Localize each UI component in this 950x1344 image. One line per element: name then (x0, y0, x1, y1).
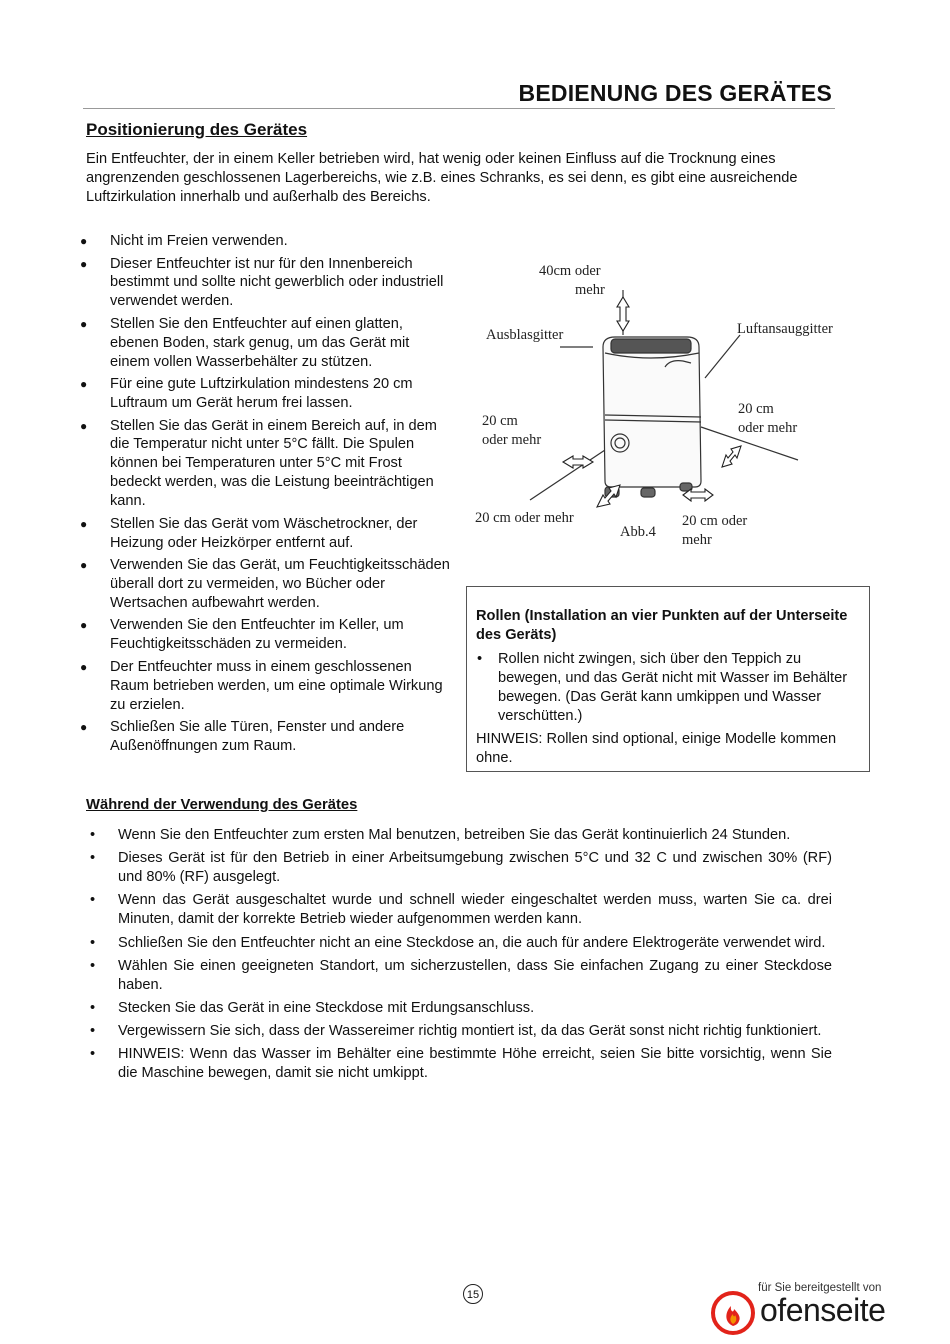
floor-line-left (530, 450, 605, 500)
label-bottom-left: 20 cm oder mehr (475, 510, 574, 526)
list-item: ● Verwenden Sie den Entfeuchter im Keller, um Feuchtigkeitsschäden zu vermeiden. (80, 616, 450, 654)
wheels-note: HINWEIS: Rollen sind optional, einige Modelle kommen ohne. (476, 731, 837, 766)
list-item: ● Dieser Entfeuchter ist nur für den Innenbereich bestimmt und sollte nicht gewerblich oder industriell verwendet werden. (80, 255, 450, 312)
dehumidifier-body (603, 337, 701, 487)
list-item: • Wenn das Gerät ausgeschaltet wurde und schnell wieder eingeschaltet werden muss, warten Sie ca. drei Minuten, damit der korrekte Betrieb wieder aufgenommen werden kann. (86, 891, 832, 929)
label-top-1: 40cm oder (539, 263, 601, 279)
usage-list (86, 826, 832, 1088)
list-item: • HINWEIS: Wenn das Wasser im Behälter eine bestimmte Höhe erreicht, seien Sie bitte vorsichtig, wenn Sie die Maschine bewegen, damit sie nicht umkippt. (86, 1045, 832, 1083)
arrow-left-right-icon (563, 456, 593, 468)
list-item: ● Verwenden Sie das Gerät, um Feuchtigkeitsschäden überall dort zu vermeiden, wo Bücher oder Wertsachen aufbewahrt werden. (80, 556, 450, 613)
label-right-2: oder mehr (738, 420, 798, 436)
list-item: ● Nicht im Freien verwenden. (80, 232, 450, 251)
list-item: ● Stellen Sie das Gerät in einem Bereich auf, in dem die Temperatur nicht unter 5°C fällt. Die Spulen können bei Temperaturen unter 5°C mit Frost bedeckt werden, was die Leistung beeinträchtigen kann. (80, 417, 450, 512)
list-item: ● Schließen Sie alle Türen, Fenster und andere Außenöffnungen zum Raum. (80, 718, 450, 756)
list-item: • Wenn Sie den Entfeuchter zum ersten Mal benutzen, betreiben Sie das Gerät kontinuierlich 24 Stunden. (86, 826, 832, 845)
label-inlet: Luftansauggitter (737, 321, 833, 337)
label-left-2: oder mehr (482, 432, 542, 448)
brand-logo-text: ofenseite (760, 1292, 886, 1328)
wheel-front-right (641, 488, 655, 497)
list-item: ● Stellen Sie den Entfeuchter auf einen glatten, ebenen Boden, stark genug, um das Gerät mit einem vollen Wasserbehälter zu stützen. (80, 315, 450, 372)
page-header-title: BEDIENUNG DES GERÄTES (518, 80, 832, 106)
label-top-2: mehr (575, 282, 605, 298)
wheels-title: Rollen (Installation an vier Punkten auf der Unterseite des Geräts) (476, 608, 848, 643)
list-item: ● Stellen Sie das Gerät vom Wäschetrockner, der Heizung oder Heizkörper entfernt auf. (80, 515, 450, 553)
figure-caption: Abb.4 (620, 524, 656, 540)
wheels-list (476, 650, 861, 726)
label-bottom-right-1: 20 cm oder (682, 513, 748, 529)
list-item: • Schließen Sie den Entfeuchter nicht an eine Steckdose an, die auch für andere Elektrogeräte verwendet wird. (86, 934, 832, 953)
label-outlet: Ausblasgitter (486, 327, 564, 343)
list-item: • Rollen nicht zwingen, sich über den Teppich zu bewegen, und das Gerät nicht mit Wasser im Behälter bewegen. (Das Gerät kann umkippen und Wasser verschütten.) (476, 650, 861, 726)
header-divider (83, 108, 835, 109)
leader-inlet (705, 335, 740, 378)
section-title-usage: Während der Verwendung des Gerätes (86, 797, 358, 813)
intro-paragraph: Ein Entfeuchter, der in einem Keller betrieben wird, hat wenig oder keinen Einfluss auf die Trocknung eines angrenzenden geschlossenen Lagerbereichs, wie z.B. eines Schranks, es sei denn, es gibt eine ausreichende Luftzirkulation innerhalb und außerhalb des Bereichs. (86, 151, 798, 205)
section-title-positioning: Positionierung des Gerätes (86, 120, 308, 139)
list-item: • Dieses Gerät ist für den Betrieb in einer Arbeitsumgebung zwischen 5°C und 32 C und zwischen 30% (RF) und 80% (RF) ausgelegt. (86, 849, 832, 887)
label-right-1: 20 cm (738, 401, 774, 417)
page-number: 15 (463, 1284, 483, 1304)
control-panel (611, 339, 691, 353)
list-item: ● Für eine gute Luftzirkulation mindestens 20 cm Luftraum um Gerät herum frei lassen. (80, 375, 450, 413)
flame-logo-icon (710, 1290, 756, 1336)
positioning-list (80, 232, 450, 760)
provider-caption: für Sie bereitgestellt von (758, 1282, 882, 1294)
wheels-info-box (466, 586, 870, 772)
list-item: • Wählen Sie einen geeigneten Standort, um sicherzustellen, dass Sie einfachen Zugang zu einer Steckdose haben. (86, 957, 832, 995)
arrow-up-down-icon (617, 297, 629, 331)
arrow-back-right-icon (722, 446, 741, 467)
list-item: • Stecken Sie das Gerät in eine Steckdose mit Erdungsanschluss. (86, 999, 832, 1018)
list-item: • Vergewissern Sie sich, dass der Wassereimer richtig montiert ist, da das Gerät sonst nicht richtig funktioniert. (86, 1022, 832, 1041)
label-left-1: 20 cm (482, 413, 518, 429)
clearance-diagram (465, 255, 865, 555)
label-bottom-right-2: mehr (682, 532, 712, 548)
list-item: ● Der Entfeuchter muss in einem geschlossenen Raum betrieben werden, um eine optimale Wirkung zu erzielen. (80, 658, 450, 715)
